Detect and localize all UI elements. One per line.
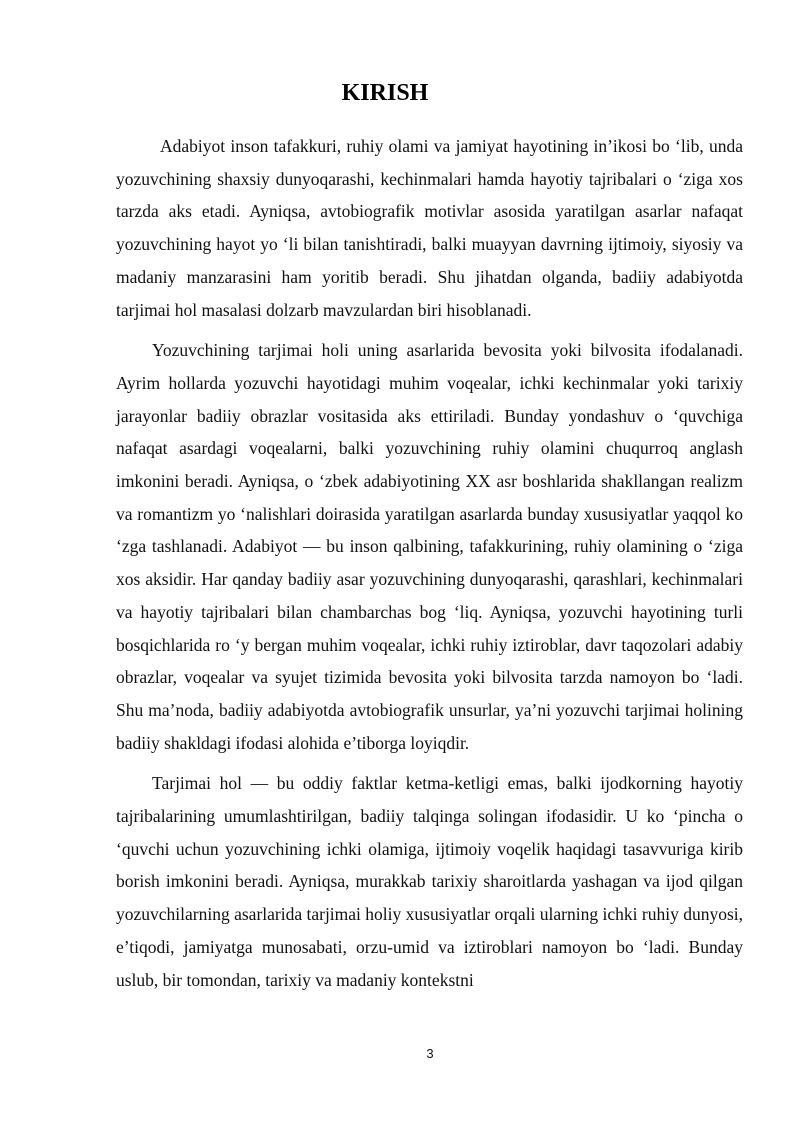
paragraph-1: Adabiyot inson tafakkuri, ruhiy olami va jamiyat hayotining in’ikosi bo ‘lib, unda yozuvchining shaxsiy dunyoqarashi, kechinmalari hamda hayotiy tajribalari o ‘ziga xos tarzda aks etadi. Ayniqsa, avtobiografik motivlar asosida yaratilgan asarlar nafaqat yozuvchining hayot yo ‘li bilan tanishtiradi, balki muayyan davrning ijtimoiy, siyosiy va madaniy manzarasini ham yoritib beradi. Shu jihatdan olganda, badiiy adabiyotda tarjimai hol masalasi dolzarb mavzulardan biri hisoblanadi. [116, 136, 743, 320]
paragraph-3: Tarjimai hol — bu oddiy faktlar ketma-ketligi emas, balki ijodkorning hayotiy tajribalarining umumlashtirilgan, badiiy talqinga solingan ifodasidir. U ko ‘pincha o ‘quvchi uchun yozuvchining ichki olamiga, ijtimoiy voqelik haqidagi tasavvuriga kirib borish imkonini beradi. Ayniqsa, murakkab tarixiy sharoitlarda yashagan va ijod qilgan yozuvchilarning asarlarida tarjimai holiy xususiyatlar orqali ularning ichki ruhiy dunyosi, e’tiqodi, jamiyatga munosabati, orzu-umid va iztiroblari namoyon bo ‘ladi. Bunday uslub, bir tomondan, tarixiy va madaniy kontekstni [116, 773, 743, 990]
paragraph-2: Yozuvchining tarjimai holi uning asarlarida bevosita yoki bilvosita ifodalanadi. Ayrim hollarda yozuvchi hayotidagi muhim voqealar, ichki kechinmalar yoki tarixiy jarayonlar badiiy obrazlar vositasida aks ettiriladi. Bunday yondashuv o ‘quvchiga nafaqat asardagi voqealarni, balki yozuvchining ruhiy olamini chuqurroq anglash imkonini beradi. Ayniqsa, o ‘zbek adabiyotining XX asr boshlarida shakllangan realizm va romantizm yo ‘nalishlari doirasida yaratilgan asarlarda bunday xususiyatlar yaqqol ko ‘zga tashlanadi. Adabiyot — bu inson qalbining, tafakkurining, ruhiy olamining o ‘ziga xos aksidir. Har qanday badiiy asar yozuvchining dunyoqarashi, qarashlari, kechinmalari va hayotiy tajribalari bilan chambarchas bog ‘liq. Ayniqsa, yozuvchi hayotining turli bosqichlarida ro ‘y bergan muhim voqealar, ichki ruhiy iztiroblar, davr taqozolari adabiy obrazlar, voqealar va syujet tizimida bevosita yoki bilvosita tarzda namoyon bo ‘ladi. Shu ma’noda, badiiy adabiyotda avtobiografik unsurlar, ya’ni yozuvchi tarjimai holining badiiy shakldagi ifodasi alohida e’tiborga loyiqdir. [116, 340, 743, 753]
document-body [116, 130, 743, 996]
page-number: 3 [426, 1046, 434, 1061]
page-title: KIRISH [341, 80, 429, 106]
